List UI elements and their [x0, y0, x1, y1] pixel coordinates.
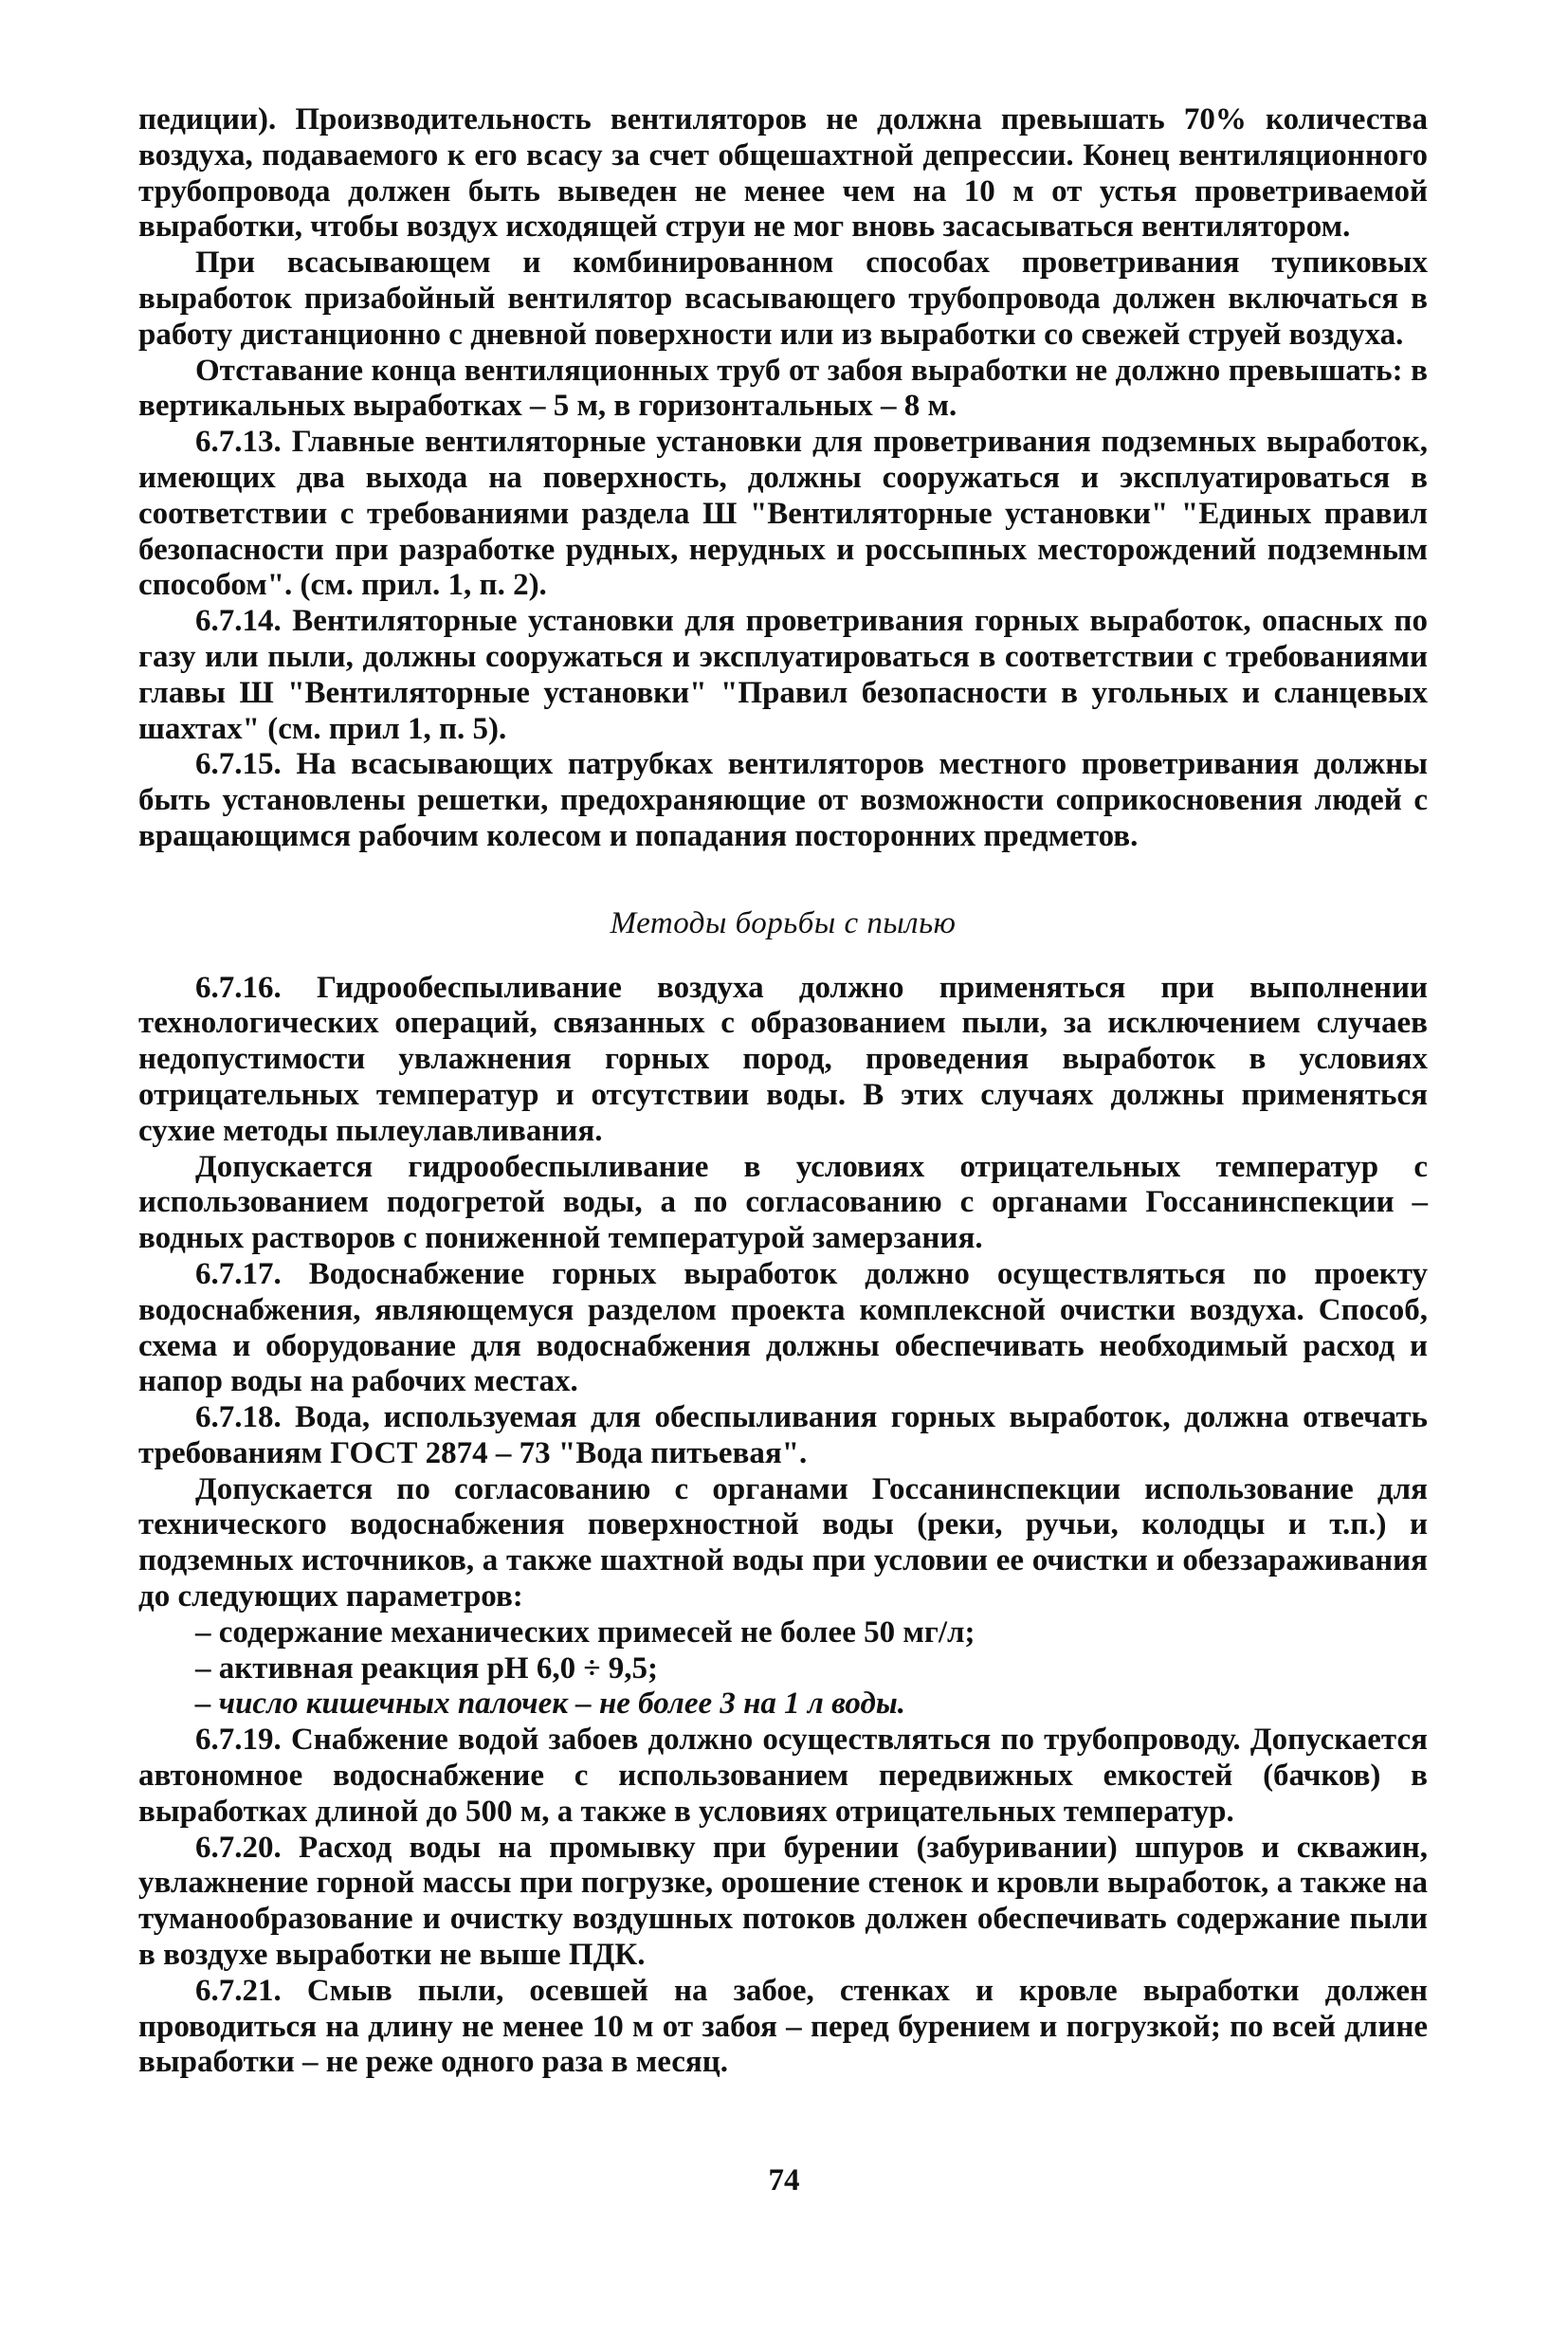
paragraph-pipe-lag: Отставание конца вентиляционных труб от забоя выработки не должно превышать: в вертикальных выработках – 5 м, в горизонтальных – 8 м.: [138, 353, 1428, 424]
section-heading: Методы борьбы с пылью: [610, 905, 957, 940]
paragraph-6-7-20: 6.7.20. Расход воды на промывку при бурении (забуривании) шпуров и скважин, увлажнение горной массы при погрузке, орошение стенок и кровли выработок, а также на туманообразование и очистку воздушных потоков должен обеспечивать содержание пыли в воздухе выработки не выше ПДК.: [138, 1830, 1428, 1973]
paragraph-hydro-dedusting: Допускается гидрообеспыливание в условиях отрицательных температур с использованием подогретой воды, а по согласованию с органами Госсанинспекции – водных растворов с пониженной температурой замерзания.: [138, 1149, 1428, 1256]
paragraph-6-7-15: 6.7.15. На всасывающих патрубках вентиляторов местного проветривания должны быть установлены решетки, предохраняющие от возможности соприкосновения людей с вращающимся рабочим колесом и попадания посторонних предметов.: [138, 747, 1428, 853]
paragraph-6-7-21: 6.7.21. Смыв пыли, осевшей на забое, стенках и кровле выработки должен проводиться на длину не менее 10 м от забоя – перед бурением и погрузкой; по всей длине выработки – не реже одного раза в месяц.: [138, 1973, 1428, 2080]
paragraph-6-7-17: 6.7.17. Водоснабжение горных выработок должно осуществляться по проекту водоснабжения, являющемуся разделом проекта комплексной очистки воздуха. Способ, схема и оборудование для водоснабжения должны обеспечивать необходимый расход и напор воды на рабочих местах.: [138, 1256, 1428, 1399]
paragraph-6-7-18: 6.7.18. Вода, используемая для обеспыливания горных выработок, должна отвечать требованиям ГОСТ 2874 – 73 "Вода питьевая".: [138, 1400, 1428, 1470]
paragraph-6-7-19: 6.7.19. Снабжение водой забоев должно осуществляться по трубопроводу. Допускается автономное водоснабжение с использованием передвижных емкостей (бачков) в выработках длиной до 500 м, а также в условиях отрицательных температур.: [138, 1723, 1428, 1829]
paragraph-suction-ventilation: При всасывающем и комбинированном способах проветривания тупиковых выработок призабойный вентилятор всасывающего трубопровода должен включаться в работу дистанционно с дневной поверхности или из выработки со свежей струей воздуха.: [138, 246, 1428, 352]
list-item-impurities: – содержание механических примесей не более 50 мг/л;: [195, 1614, 975, 1650]
list-item-ph: – активная реакция рН 6,0 ÷ 9,5;: [195, 1650, 658, 1686]
page-number: 74: [768, 2163, 800, 2197]
paragraph-6-7-14: 6.7.14. Вентиляторные установки для проветривания горных выработок, опасных по газу или пыли, должны сооружаться и эксплуатироваться в соответствии с требованиями главы Ш "Вентиляторные установки" "Правил безопасности в угольных и сланцевых шахтах" (см. прил 1, п. 5).: [138, 604, 1428, 746]
paragraph-continuation: педиции). Производительность вентиляторов не должна превышать 70% количества воздуха, подаваемого к его всасу за счет общешахтной депрессии. Конец вентиляционного трубопровода должен быть выведен не менее чем на 10 м от устья проветриваемой выработки, чтобы воздух исходящей струи не мог вновь засасываться вентилятором.: [138, 102, 1428, 245]
document-page: [138, 102, 1428, 2081]
paragraph-6-7-16: 6.7.16. Гидрообеспыливание воздуха должно применяться при выполнении технологических операций, связанных с образованием пыли, за исключением случаев недопустимости увлажнения горных пород, проведения выработок в условиях отрицательных температур и отсутствии воды. В этих случаях должны применяться сухие методы пылеулавливания.: [138, 970, 1428, 1148]
paragraph-water-sources: Допускается по согласованию с органами Госсанинспекции использование для технического водоснабжения поверхностной воды (реки, ручьи, колодцы и т.п.) и подземных источников, а также шахтной воды при условии ее очистки и обеззараживания до следующих параметров:: [138, 1471, 1428, 1614]
list-item-bacteria: – число кишечных палочек – не более 3 на 1 л воды.: [195, 1687, 906, 1722]
paragraph-6-7-13: 6.7.13. Главные вентиляторные установки для проветривания подземных выработок, имеющих два выхода на поверхность, должны сооружаться и эксплуатироваться в соответствии с требованиями раздела Ш "Вентиляторные установки" "Единых правил безопасности при разработке рудных, нерудных и россыпных месторождений подземным способом". (см. прил. 1, п. 2).: [138, 425, 1428, 603]
